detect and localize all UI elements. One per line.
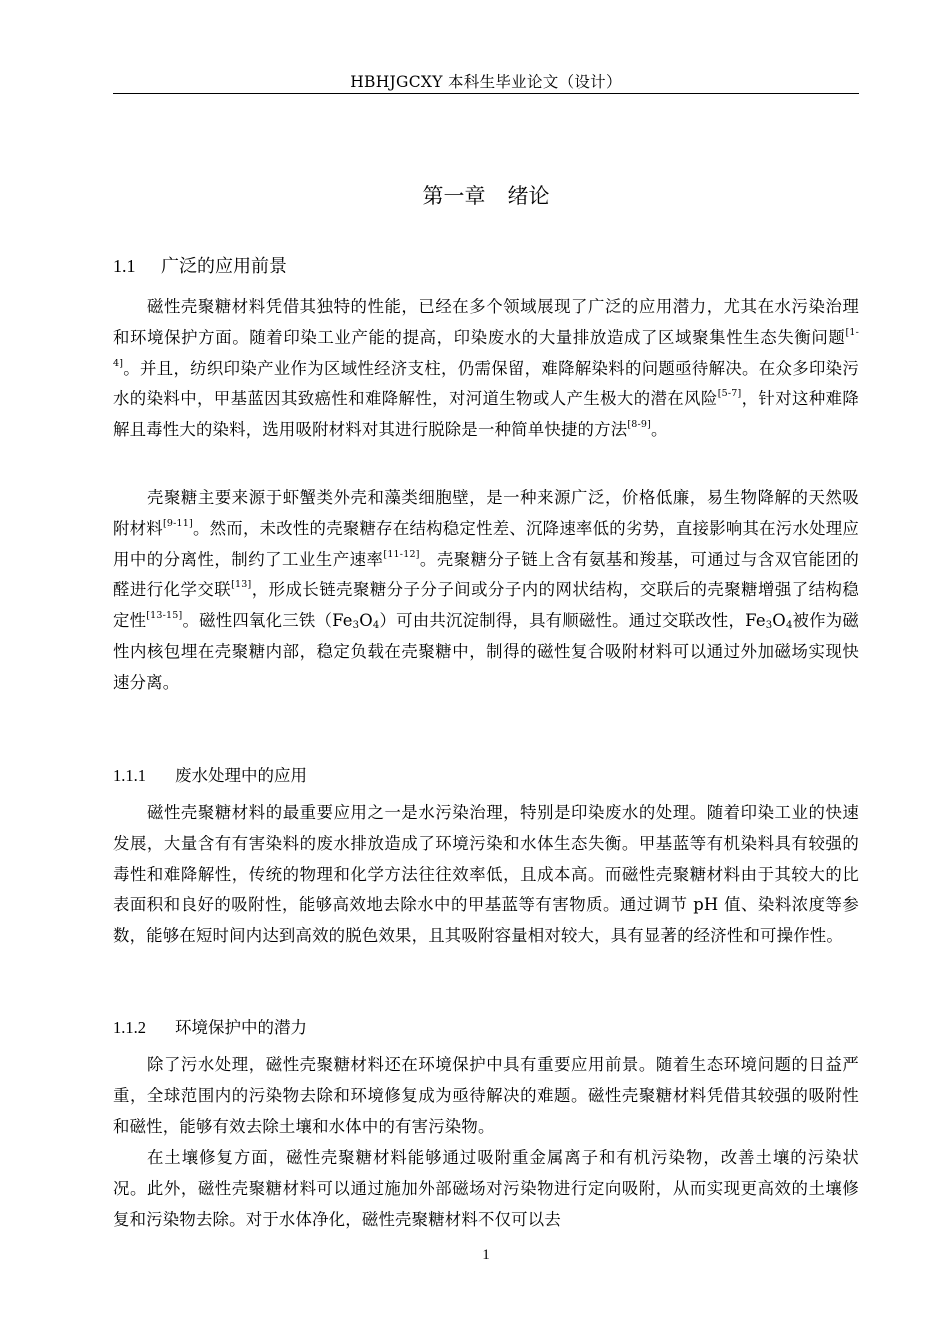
running-header: HBHJGCXY 本科生毕业论文（设计） (350, 73, 622, 91)
citation: [13] (231, 579, 252, 591)
citation: [5-7] (717, 388, 742, 400)
header-divider (113, 93, 859, 94)
text-run: 。并且，纺织印染产业作为区域性经济支柱，仍需保留，难降解染料的问题亟待解决。在众多印染污水的染料中，甲基蓝因其致癌性和难降解性，对河道生物或人产生极大的潜在风险 (113, 358, 859, 409)
paragraph-1 (113, 292, 859, 446)
paragraph-5: 在土壤修复方面，磁性壳聚糖材料能够通过吸附重金属离子和有机污染物，改善土壤的污染状况。此外，磁性壳聚糖材料可以通过施加外部磁场对污染物进行定向吸附，从而实现更高效的土壤修复和污染物去除。对于水体净化，磁性壳聚糖材料不仅可以去 (113, 1148, 859, 1229)
subscript: 4 (372, 620, 380, 632)
subscript: 3 (765, 620, 773, 632)
text-run: 被作为磁性内核包埋在壳聚糖内部，稳定负载在壳聚糖中，制得的磁性复合吸附材料可以通过外加磁场实现快速分离。 (113, 611, 859, 692)
subsection-number: 1.1.2 (113, 1018, 146, 1037)
subsection-heading-1-1-2 (113, 1014, 307, 1038)
citation: [11-12] (383, 548, 420, 560)
subsection-title: 废水处理中的应用 (175, 766, 307, 785)
text-run: ，针对这种难降解且毒性大的染料，选用吸附材料对其进行脱除是一种简单快捷的方法 (113, 389, 860, 440)
paragraph-2 (113, 483, 859, 699)
text-run: 壳聚糖主要来源于虾蟹类外壳和藻类细胞壁，是一种来源广泛，价格低廉，易生物降解的天然吸附材料 (113, 488, 859, 538)
citation: [9-11] (162, 517, 193, 529)
paragraph-3: 磁性壳聚糖材料的最重要应用之一是水污染治理，特别是印染废水的处理。随着印染工业的快速发展，大量含有有害染料的废水排放造成了环境污染和水体生态失衡。甲基蓝等有机染料具有较强的毒性和难降解性，传统的物理和化学方法往往效率低，且成本高。而磁性壳聚糖材料由于其较大的比表面积和良好的吸附性，能够高效地去除水中的甲基蓝等有害物质。通过调节 pH 值、染料浓度等参数，能够在短时间内达到高效的脱色效果，且其吸附容量相对较大，具有显著的经济性和可操作性。 (113, 803, 859, 946)
section-heading-1-1 (113, 252, 287, 278)
section-title: 广泛的应用前景 (161, 256, 287, 277)
section-number: 1.1 (113, 256, 136, 276)
subsection-title: 环境保护中的潜力 (175, 1018, 307, 1037)
text-run: ）可由共沉淀制得，具有顺磁性。通过交联改性，Fe (379, 611, 766, 631)
subscript: 3 (352, 620, 360, 632)
subsection-number: 1.1.1 (113, 766, 146, 785)
subscript: 4 (785, 620, 793, 632)
citation: [13-15] (146, 610, 183, 622)
chapter-number: 第一章 (422, 184, 486, 208)
text-run: 。 (651, 420, 668, 440)
text-run: O (772, 611, 786, 631)
text-run: 。然而，未改性的壳聚糖存在结构稳定性差、沉降速率低的劣势，直接影响其在污水处理应用中的分离性，制约了工业生产速率 (113, 518, 860, 569)
subsection-heading-1-1-1 (113, 762, 307, 786)
citation: [1-4] (113, 326, 859, 369)
chapter-title (113, 180, 859, 210)
text-run: 。磁性四氧化三铁（Fe (182, 611, 353, 631)
page-number: 1 (482, 1247, 490, 1263)
citation: [8-9] (627, 419, 652, 431)
chapter-name: 绪论 (507, 184, 550, 208)
text-run: 磁性壳聚糖材料凭借其独特的性能，已经在多个领域展现了广泛的应用潜力，尤其在水污染治理和环境保护方面。随着印染工业产能的提高，印染废水的大量排放造成了区域聚集性生态失衡问题 (113, 297, 859, 347)
text-run: ，形成长链壳聚糖分子分子间或分子内的网状结构，交联后的壳聚糖增强了结构稳定性 (113, 580, 859, 631)
text-run: O (359, 611, 373, 631)
paragraph-4: 除了污水处理，磁性壳聚糖材料还在环境保护中具有重要应用前景。随着生态环境问题的日益严重，全球范围内的污染物去除和环境修复成为亟待解决的难题。磁性壳聚糖材料凭借其较强的吸附性和磁性，能够有效去除土壤和水体中的有害污染物。 (113, 1055, 859, 1136)
text-run: 。壳聚糖分子链上含有氨基和羧基，可通过与含双官能团的醛进行化学交联 (113, 549, 860, 600)
